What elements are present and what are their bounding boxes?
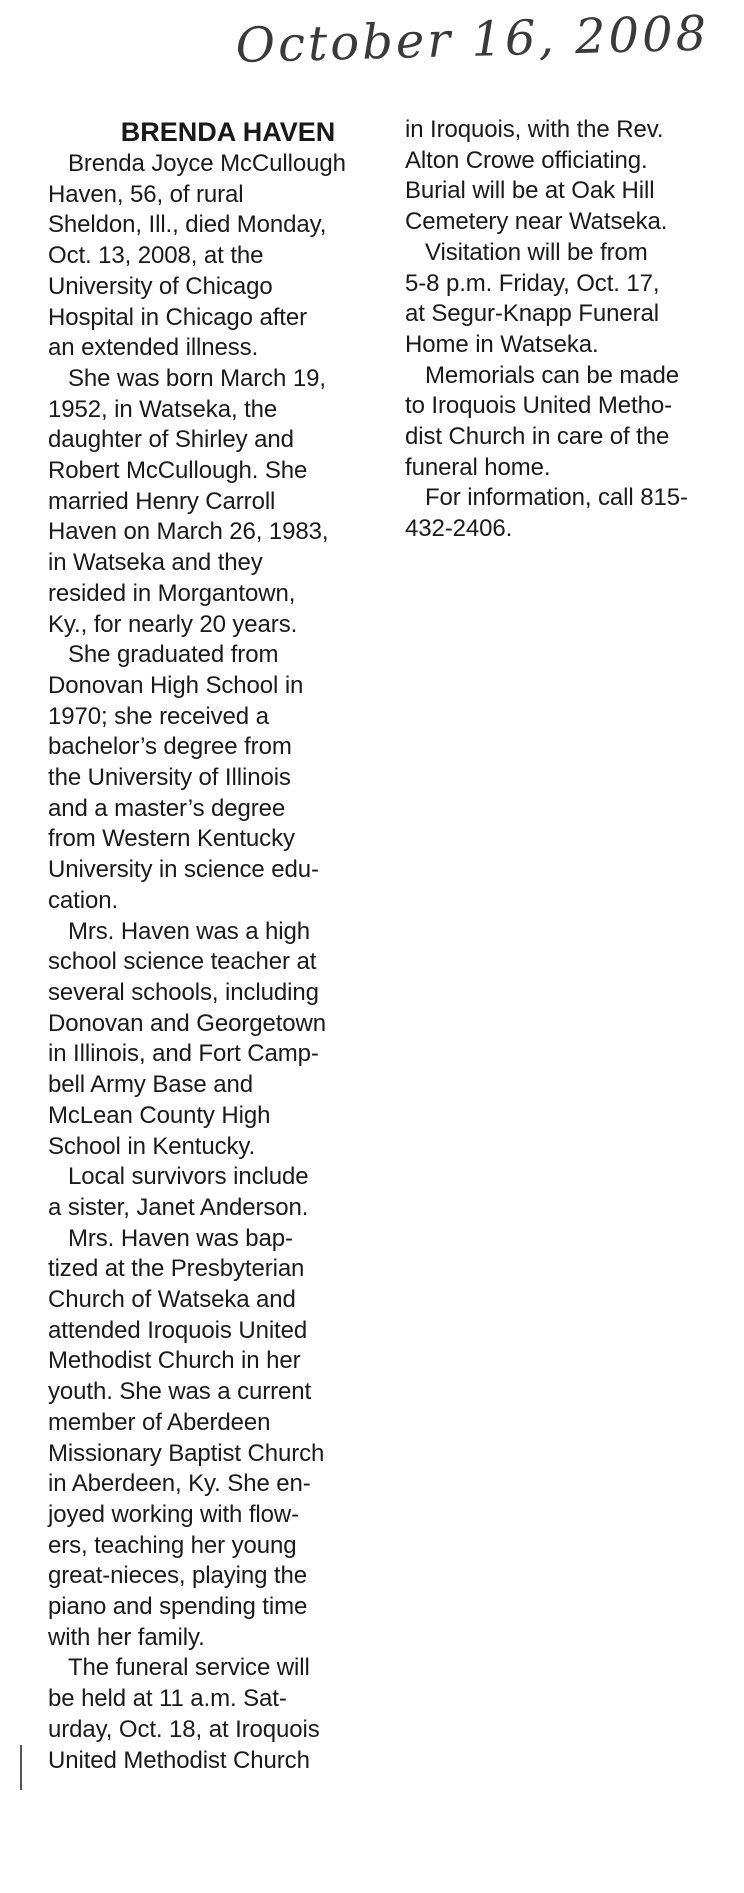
text-line: be held at 11 a.m. Sat- xyxy=(48,1685,287,1713)
text-line: Haven on March 26, 1983, xyxy=(48,518,329,546)
text-line: School in Kentucky. xyxy=(48,1132,256,1160)
text-line: Ky., for nearly 20 years. xyxy=(48,610,298,638)
text-line: youth. She was a current xyxy=(48,1378,312,1406)
text-line: daughter of Shirley and xyxy=(48,426,294,454)
text-line: a sister, Janet Anderson. xyxy=(48,1193,309,1221)
text-line: great-nieces, playing the xyxy=(48,1562,307,1590)
obituary-right-column xyxy=(405,115,744,545)
text-line: piano and spending time xyxy=(48,1593,308,1621)
text-line: Mrs. Haven was a high xyxy=(68,917,311,945)
text-line: bachelor’s degree from xyxy=(48,733,292,761)
text-line: and a master’s degree xyxy=(48,794,286,822)
text-line: from Western Kentucky xyxy=(48,825,295,853)
text-line: University of Chicago xyxy=(48,272,273,300)
text-line: The funeral service will xyxy=(68,1654,310,1682)
text-line: Brenda Joyce McCullough xyxy=(68,150,346,177)
text-line: member of Aberdeen xyxy=(48,1408,271,1436)
text-line: ers, teaching her young xyxy=(48,1531,297,1559)
text-line: with her family. xyxy=(48,1623,205,1651)
right-column-text xyxy=(405,115,744,545)
text-line: For information, call 815- xyxy=(425,484,688,512)
text-line: She was born March 19, xyxy=(68,364,326,392)
text-line: cation. xyxy=(48,886,119,914)
text-line: 432-2406. xyxy=(405,515,513,543)
text-line: resided in Morgantown, xyxy=(48,579,296,607)
text-line: Oct. 13, 2008, at the xyxy=(48,242,264,270)
text-line: Home in Watseka. xyxy=(405,330,599,358)
text-line: Alton Crowe officiating. xyxy=(405,146,648,174)
text-line: McLean County High xyxy=(48,1101,271,1129)
text-line: Local survivors include xyxy=(68,1163,309,1191)
text-line: Hospital in Chicago after xyxy=(48,303,307,331)
text-line: Sheldon, Ill., died Monday, xyxy=(48,211,327,239)
text-line: Cemetery near Watseka. xyxy=(405,208,668,236)
text-line: She graduated from xyxy=(68,641,279,669)
text-line: in Illinois, and Fort Camp- xyxy=(48,1040,319,1068)
text-line: Donovan and Georgetown xyxy=(48,1009,326,1037)
text-line: Mrs. Haven was bap- xyxy=(68,1224,293,1252)
text-line: 1970; she received a xyxy=(48,702,269,730)
text-line: several schools, including xyxy=(48,978,319,1006)
text-line: 5-8 p.m. Friday, Oct. 17, xyxy=(405,269,660,297)
text-line: the University of Illinois xyxy=(48,764,291,792)
text-line: Burial will be at Oak Hill xyxy=(405,177,655,205)
text-line: Memorials can be made xyxy=(425,361,680,389)
text-line: urday, Oct. 18, at Iroquois xyxy=(48,1715,320,1743)
text-line: Haven, 56, of rural xyxy=(48,180,244,208)
handwritten-date: October 16, 2008 xyxy=(235,5,710,74)
text-line: United Methodist Church xyxy=(48,1746,310,1774)
text-line: funeral home. xyxy=(405,453,551,481)
text-line: attended Iroquois United xyxy=(48,1316,308,1344)
text-line: Church of Watseka and xyxy=(48,1286,296,1314)
text-line: Donovan High School in xyxy=(48,671,304,699)
text-line: an extended illness. xyxy=(48,334,259,362)
text-line: Missionary Baptist Church xyxy=(48,1439,325,1467)
text-line: University in science edu- xyxy=(48,856,319,884)
text-line: Visitation will be from xyxy=(425,238,648,266)
obituary-headline: BRENDA HAVEN xyxy=(120,117,336,147)
text-line: joyed working with flow- xyxy=(48,1500,300,1528)
text-line: 1952, in Watseka, the xyxy=(48,395,278,423)
text-line: at Segur-Knapp Funeral xyxy=(405,300,659,328)
text-line: tized at the Presbyterian xyxy=(48,1255,305,1283)
scan-edge-mark xyxy=(20,1745,22,1790)
text-line: in Iroquois, with the Rev. xyxy=(405,116,664,143)
text-line: married Henry Carroll xyxy=(48,487,276,515)
text-line: in Aberdeen, Ky. She en- xyxy=(48,1470,311,1498)
text-line: in Watseka and they xyxy=(48,549,263,577)
obituary-left-column xyxy=(48,115,388,1776)
text-line: bell Army Base and xyxy=(48,1071,253,1099)
text-line: Methodist Church in her xyxy=(48,1347,301,1375)
text-line: Robert McCullough. She xyxy=(48,457,308,485)
text-line: school science teacher at xyxy=(48,948,317,976)
left-column-text xyxy=(48,149,388,1776)
text-line: dist Church in care of the xyxy=(405,423,670,451)
text-line: to Iroquois United Metho- xyxy=(405,392,672,420)
